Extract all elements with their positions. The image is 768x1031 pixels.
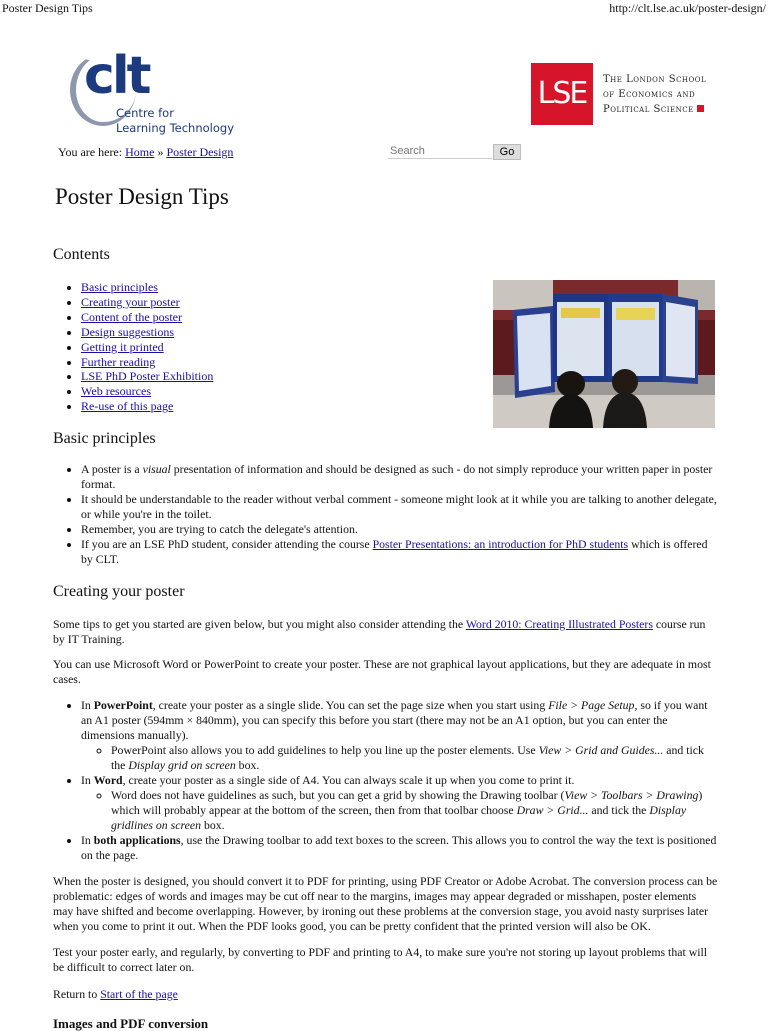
breadcrumb-home-link[interactable]: Home: [125, 145, 155, 159]
browser-header: [0, 0, 768, 16]
toc-link-web-resources[interactable]: Web resources: [81, 384, 152, 399]
list-item: [81, 340, 213, 355]
list-item: [81, 325, 213, 340]
section-heading-basic-principles: Basic principles: [53, 430, 156, 447]
return-to-start-link[interactable]: Start of the page: [100, 987, 178, 1001]
list-item: [81, 369, 213, 384]
lse-red-square-icon: [697, 105, 704, 112]
toc-link-getting-printed[interactable]: Getting it printed: [81, 339, 164, 354]
breadcrumb-current-link[interactable]: Poster Design: [166, 145, 234, 159]
clt-logo[interactable]: [66, 46, 246, 140]
lse-logo[interactable]: [531, 63, 711, 125]
toc-link-reuse[interactable]: Re-use of this page: [81, 399, 174, 414]
list-item: [81, 399, 213, 414]
breadcrumb-prefix: You are here:: [58, 145, 123, 159]
course-link-word-2010[interactable]: Word 2010: Creating Illustrated Posters: [465, 617, 653, 631]
contents-list: [53, 280, 213, 414]
list-item: • In PowerPoint, create your poster as a single slide. You can set the page size when you start using File > Page Setup, so if you want an A1 poster (594mm × 840mm), you can specify this before you start (there may not be an A1 option, but you can enter the dimensions manually). ◦ PowerPoint also allows you to add guidelines to help you line up the poster elements. Use View > Grid and Guides... and tick the Display grid on screen box.: [81, 698, 718, 773]
powerpoint-sublist: [81, 743, 718, 773]
browser-url[interactable]: http://clt.lse.ac.uk/poster-design/: [609, 1, 766, 15]
toc-link-design-suggestions[interactable]: Design suggestions: [81, 324, 174, 339]
search-form: [388, 143, 523, 160]
creating-intro-paragraph: Some tips to get you started are given below, but you might also consider attending the Word 2010: Creating Illustrated Posters course run by IT Training.: [53, 617, 706, 646]
browser-page-title: Poster Design Tips: [2, 1, 93, 15]
clt-logo-subtitle: Centre for Learning Technology: [116, 106, 234, 135]
poster-exhibition-photo: [493, 280, 715, 428]
list-item: • In Word, create your poster as a single side of A4. You can always scale it up when you come to print it. ◦ Word does not have guidelines as such, but you can get a grid by showing the Drawing toolbar (View > Toolbars > Drawing) which will probably appear at the bottom of the screen, then from that toolbar choose Draw > Grid... and tick the Display gridlines on screen box.: [81, 773, 718, 833]
list-item: [81, 310, 213, 325]
search-input[interactable]: [388, 143, 492, 159]
lse-logo-mark: LSE: [531, 63, 593, 125]
toc-link-further-reading[interactable]: Further reading: [81, 354, 156, 369]
list-item: • In both applications, use the Drawing toolbar to add text boxes to the screen. This allows you to control the way the text is positioned on the page.: [81, 833, 718, 863]
list-item: ◦ PowerPoint also allows you to add guidelines to help you line up the poster elements. Use View > Grid and Guides... and tick the Display grid on screen box.: [111, 743, 718, 773]
creating-apps-list-block: [53, 698, 718, 863]
list-item: [81, 355, 213, 370]
list-item: ◦ Word does not have guidelines as such, but you can get a grid by showing the Drawing toolbar (View > Toolbars > Drawing) which will probably appear at the bottom of the screen, then from that toolbar choose Draw > Grid... and tick the Display gridlines on screen box.: [111, 788, 718, 833]
list-item: [81, 295, 213, 310]
return-to-top: Return to Start of the page: [53, 987, 178, 1001]
list-item: [81, 384, 213, 399]
list-item: [81, 280, 213, 295]
course-link-poster-presentations[interactable]: Poster Presentations: an introduction for PhD students: [372, 537, 629, 551]
list-item: • Remember, you are trying to catch the delegate's attention.: [81, 522, 718, 537]
list-item: • It should be understandable to the reader without verbal comment - someone might look at it while you are talking to another delegate, or while you're in the toilet.: [81, 492, 718, 522]
breadcrumb-separator: »: [157, 145, 164, 159]
creating-apps-paragraph: You can use Microsoft Word or PowerPoint to create your poster. These are not graphical layout applications, but they are adequate in most cases.: [53, 657, 711, 686]
test-early-paragraph: Test your poster early, and regularly, by converting to PDF and printing to A4, to make sure you're not storing up layout problems that will be difficult to correct later on.: [53, 945, 708, 974]
contents-heading: Contents: [53, 246, 110, 263]
pdf-conversion-paragraph: When the poster is designed, you should convert it to PDF for printing, using PDF Creator or Adobe Acrobat. The conversion process can be problematic: edges of words and images may be cut off near to the margins, images may appear degraded or misshapen, poster elements may have shifted and become overlapping. However, by ironing out these problems at the conversion stage, you avoid nasty surprises later when you come to print it out. When the PDF looks good, you can be pretty confident that the printed version will also be OK.: [53, 874, 718, 933]
toc-link-exhibition[interactable]: LSE PhD Poster Exhibition: [81, 369, 214, 384]
basic-principles-list: [53, 462, 718, 567]
search-go-button[interactable]: Go: [493, 144, 521, 160]
list-item: • A poster is a visual presentation of information and should be designed as such - do not simply reproduce your written paper in poster format.: [81, 462, 718, 492]
section-heading-creating-poster: Creating your poster: [53, 583, 185, 600]
toc-link-basic-principles[interactable]: Basic principles: [81, 280, 158, 294]
clt-logo-wordmark: clt: [84, 46, 149, 106]
list-item: • If you are an LSE PhD student, consider attending the course Poster Presentations: an introduction for PhD students which is offered by CLT.: [81, 537, 718, 567]
basic-principles-section: [53, 462, 718, 567]
section-heading-images-pdf: Images and PDF conversion: [53, 1016, 209, 1031]
toc-link-creating-poster[interactable]: Creating your poster: [81, 294, 180, 309]
breadcrumb: [58, 145, 233, 160]
lse-logo-text: The London School of Economics and Political Science: [603, 74, 707, 115]
toc-link-content[interactable]: Content of the poster: [81, 309, 182, 324]
page-title: Poster Design Tips: [55, 184, 229, 209]
word-sublist: [81, 788, 718, 833]
creating-apps-list: [53, 698, 718, 863]
